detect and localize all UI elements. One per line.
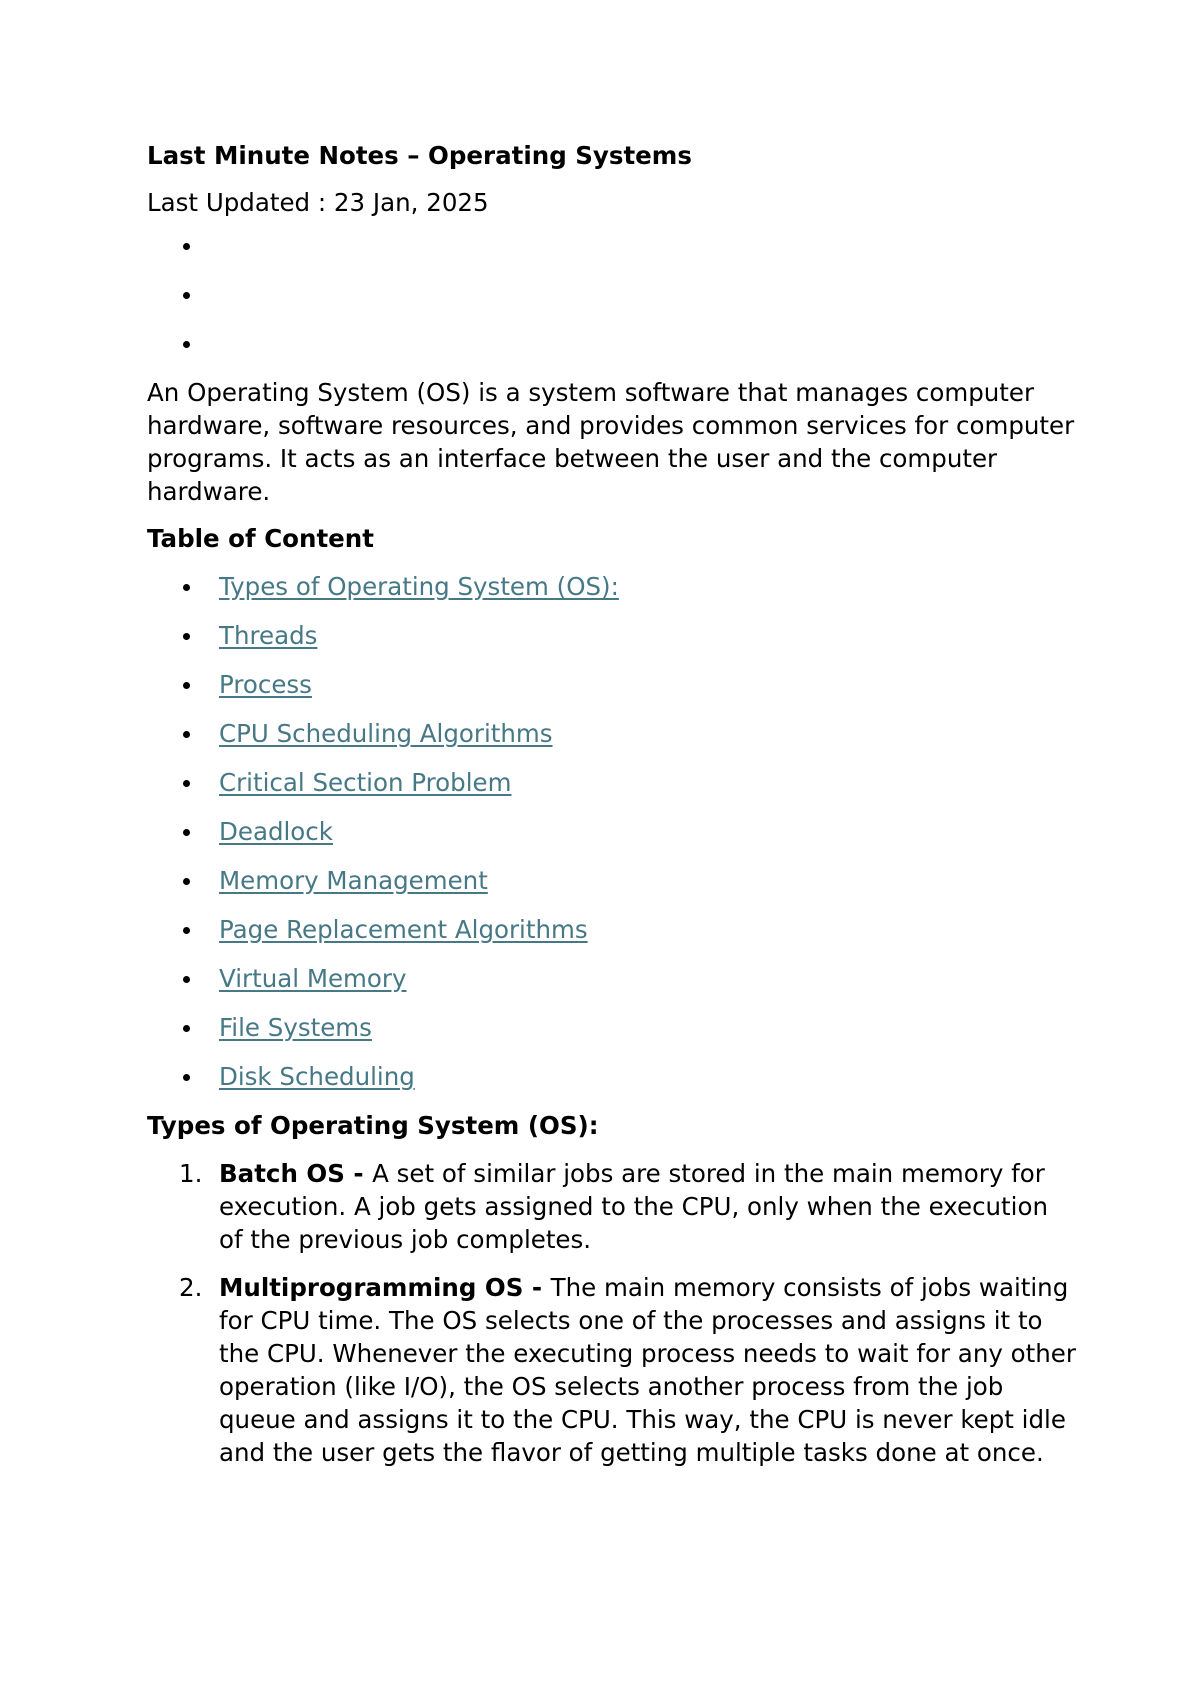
list-item <box>147 1271 1077 1469</box>
page-title: Last Minute Notes – Operating Systems <box>147 141 692 170</box>
list-item <box>147 327 1077 360</box>
bullet-icon <box>183 682 190 689</box>
bullet-icon <box>183 1025 190 1032</box>
item-description: A set of similar jobs are stored in the main memory for execution. A job gets assigned to the CPU, only when the execution of the previous job completes. <box>219 1159 1048 1254</box>
toc-item <box>147 962 1077 995</box>
toc-link-process[interactable]: Process <box>219 670 312 699</box>
toc-link-types-of-os[interactable]: Types of Operating System (OS): <box>219 572 619 601</box>
toc-link-virtual-memory[interactable]: Virtual Memory <box>219 964 407 993</box>
bullet-icon <box>183 731 190 738</box>
toc-item <box>147 766 1077 799</box>
toc-item <box>147 864 1077 897</box>
toc-item <box>147 570 1077 603</box>
document-page <box>147 139 1077 1484</box>
list-item <box>147 1157 1077 1256</box>
bullet-icon <box>183 976 190 983</box>
bullet-icon <box>183 341 190 348</box>
toc-item <box>147 1011 1077 1044</box>
bullet-icon <box>183 780 190 787</box>
bullet-icon <box>183 878 190 885</box>
toc-link-deadlock[interactable]: Deadlock <box>219 817 333 846</box>
item-term: Multiprogramming OS - <box>219 1273 551 1302</box>
table-of-contents <box>147 570 1077 1093</box>
item-number: 1. <box>179 1159 203 1188</box>
toc-link-disk-scheduling[interactable]: Disk Scheduling <box>219 1062 415 1091</box>
item-description: The main memory consists of jobs waiting for CPU time. The OS selects one of the processes and assigns it to the CPU. Whenever the executing process needs to wait for any other operation (like I/O), the OS selects another process from the job queue and assigns it to the CPU. This way, the CPU is never kept idle and the user gets the flavor of getting multiple tasks done at once. <box>219 1273 1076 1467</box>
item-term: Batch OS - <box>219 1159 373 1188</box>
intro-paragraph: An Operating System (OS) is a system software that manages computer hardware, software resources, and provides common services for computer programs. It acts as an interface between the user and the computer hardware. <box>147 378 1075 506</box>
section-heading-types: Types of Operating System (OS): <box>147 1111 599 1140</box>
bullet-icon <box>183 243 190 250</box>
empty-bullet-list <box>147 229 1077 360</box>
toc-item <box>147 913 1077 946</box>
toc-link-cpu-scheduling[interactable]: CPU Scheduling Algorithms <box>219 719 553 748</box>
list-item <box>147 229 1077 262</box>
bullet-icon <box>183 829 190 836</box>
bullet-icon <box>183 633 190 640</box>
toc-link-file-systems[interactable]: File Systems <box>219 1013 372 1042</box>
list-item <box>147 278 1077 311</box>
toc-item <box>147 619 1077 652</box>
toc-link-threads[interactable]: Threads <box>219 621 318 650</box>
toc-link-page-replacement[interactable]: Page Replacement Algorithms <box>219 915 588 944</box>
toc-link-memory-management[interactable]: Memory Management <box>219 866 488 895</box>
os-types-list <box>147 1157 1077 1469</box>
bullet-icon <box>183 927 190 934</box>
bullet-icon <box>183 1074 190 1081</box>
toc-item <box>147 717 1077 750</box>
toc-link-critical-section[interactable]: Critical Section Problem <box>219 768 512 797</box>
item-number: 2. <box>179 1273 203 1302</box>
bullet-icon <box>183 292 190 299</box>
toc-item <box>147 668 1077 701</box>
bullet-icon <box>183 584 190 591</box>
toc-heading: Table of Content <box>147 524 374 553</box>
toc-item <box>147 815 1077 848</box>
last-updated: Last Updated : 23 Jan, 2025 <box>147 188 489 217</box>
toc-item <box>147 1060 1077 1093</box>
